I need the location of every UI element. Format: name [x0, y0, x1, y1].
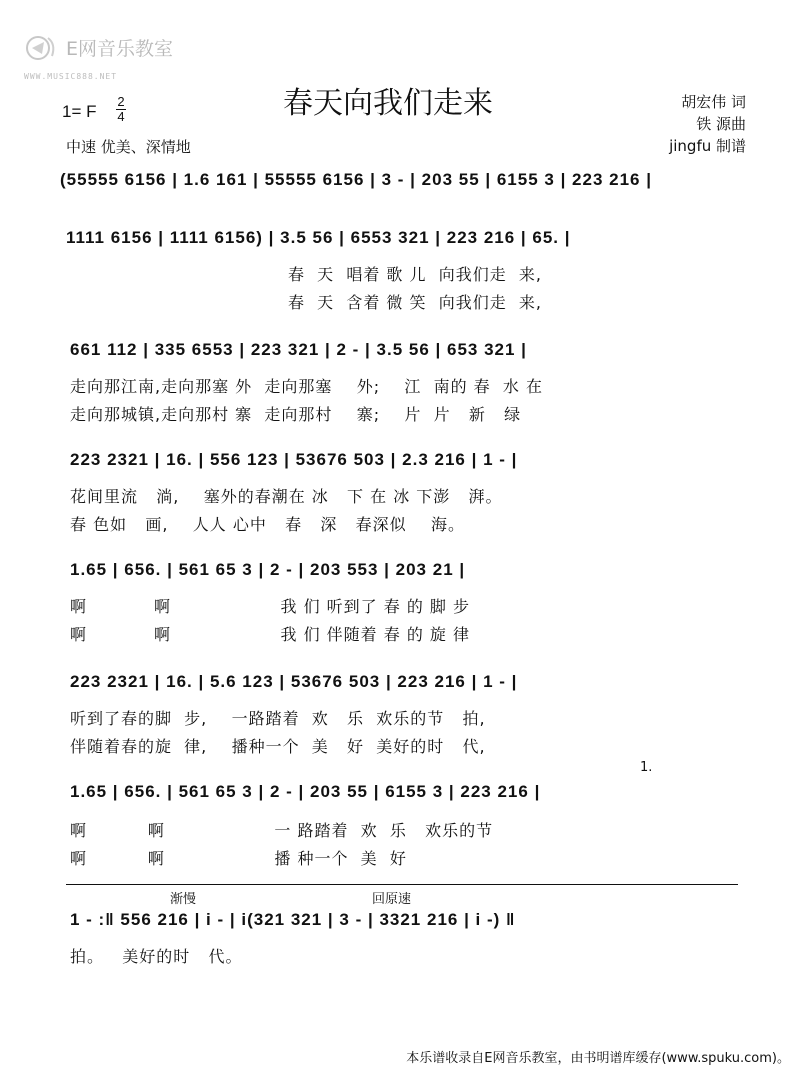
watermark	[22, 28, 192, 80]
a-tempo-marking: 回原速	[372, 892, 412, 907]
footer-source-note: 本乐谱收录自E网音乐教室，由书明谱库缓存(www.spuku.com)。	[406, 1051, 790, 1066]
lyrics-system-3-verse-1: 走向那江南,走向那塞 外 走向那塞 外; 江 南的 春 水 在	[70, 377, 543, 396]
lyrics-system-2-verse-1: 春 天 唱着 歌 儿 向我们走 来,	[288, 265, 542, 284]
lyrics-system-7-verse-1: 啊 啊 一 路踏着 欢 乐 欢乐的节	[70, 821, 494, 840]
score-system-8: 1 - :‖ 556 216 | i - | i(321 321 | 3 - | 3321 216 | i -) ‖	[70, 910, 516, 929]
lyrics-system-2-verse-2: 春 天 含着 微 笑 向我们走 来,	[288, 293, 542, 312]
time-signature-top: 2	[117, 94, 125, 109]
composer-credit: 铁 源曲	[696, 115, 746, 133]
lyrics-system-7-verse-2: 啊 啊 播 种一个 美 好	[70, 849, 407, 868]
lyrics-system-4-verse-1: 花间里流 淌, 塞外的春潮在 冰 下 在 冰 下澎 湃。	[70, 487, 503, 506]
lyrics-system-4-verse-2: 春 色如 画, 人人 心中 春 深 春深似 海。	[70, 515, 465, 534]
time-signature	[116, 96, 126, 123]
site-logo-icon	[22, 32, 60, 62]
score-system-5: 1.65 | 656. | 561 65 3 | 2 - | 203 553 | 203 21 |	[70, 560, 466, 579]
watermark-site-name: E网音乐教室	[66, 38, 174, 60]
lyrics-system-8-verse-1: 拍。 美好的时 代。	[70, 947, 243, 966]
lyrics-system-5-verse-2: 啊 啊 我 们 伴随着 春 的 旋 律	[70, 625, 471, 644]
score-system-1: (55555 6156 | 1.6 161 | 55555 6156 | 3 - | 203 55 | 6155 3 | 223 216 |	[60, 170, 652, 189]
volta-ending-1: 1.	[640, 760, 653, 775]
arranger-credit: jingfu 制谱	[669, 137, 746, 155]
volta-bracket	[66, 884, 738, 885]
score-system-3: 661 112 | 335 6553 | 223 321 | 2 - | 3.5 56 | 653 321 |	[70, 340, 527, 359]
score-system-7: 1.65 | 656. | 561 65 3 | 2 - | 203 55 | 6155 3 | 223 216 |	[70, 782, 541, 801]
rit-marking: 渐慢	[170, 892, 197, 907]
tempo-marking: 中速 优美、深情地	[66, 138, 191, 156]
key-signature: 1= F	[62, 102, 97, 121]
lyrics-system-5-verse-1: 啊 啊 我 们 听到了 春 的 脚 步	[70, 597, 471, 616]
watermark-url: WWW.MUSIC888.NET	[24, 72, 118, 81]
score-system-2: 1111 6156 | 1111 6156) | 3.5 56 | 6553 321 | 223 216 | 65. |	[66, 228, 571, 247]
song-title: 春天向我们走来	[283, 86, 493, 121]
lyrics-system-3-verse-2: 走向那城镇,走向那村 寨 走向那村 寨; 片 片 新 绿	[70, 405, 522, 424]
score-system-6: 223 2321 | 16. | 5.6 123 | 53676 503 | 223 216 | 1 - |	[70, 672, 518, 691]
lyrics-system-6-verse-2: 伴随着春的旋 律, 播种一个 美 好 美好的时 代,	[70, 737, 486, 756]
time-signature-bottom: 4	[117, 109, 125, 124]
score-system-4: 223 2321 | 16. | 556 123 | 53676 503 | 2.3 216 | 1 - |	[70, 450, 518, 469]
lyricist-credit: 胡宏伟 词	[681, 93, 746, 111]
lyrics-system-6-verse-1: 听到了春的脚 步, 一路踏着 欢 乐 欢乐的节 拍,	[70, 709, 486, 728]
